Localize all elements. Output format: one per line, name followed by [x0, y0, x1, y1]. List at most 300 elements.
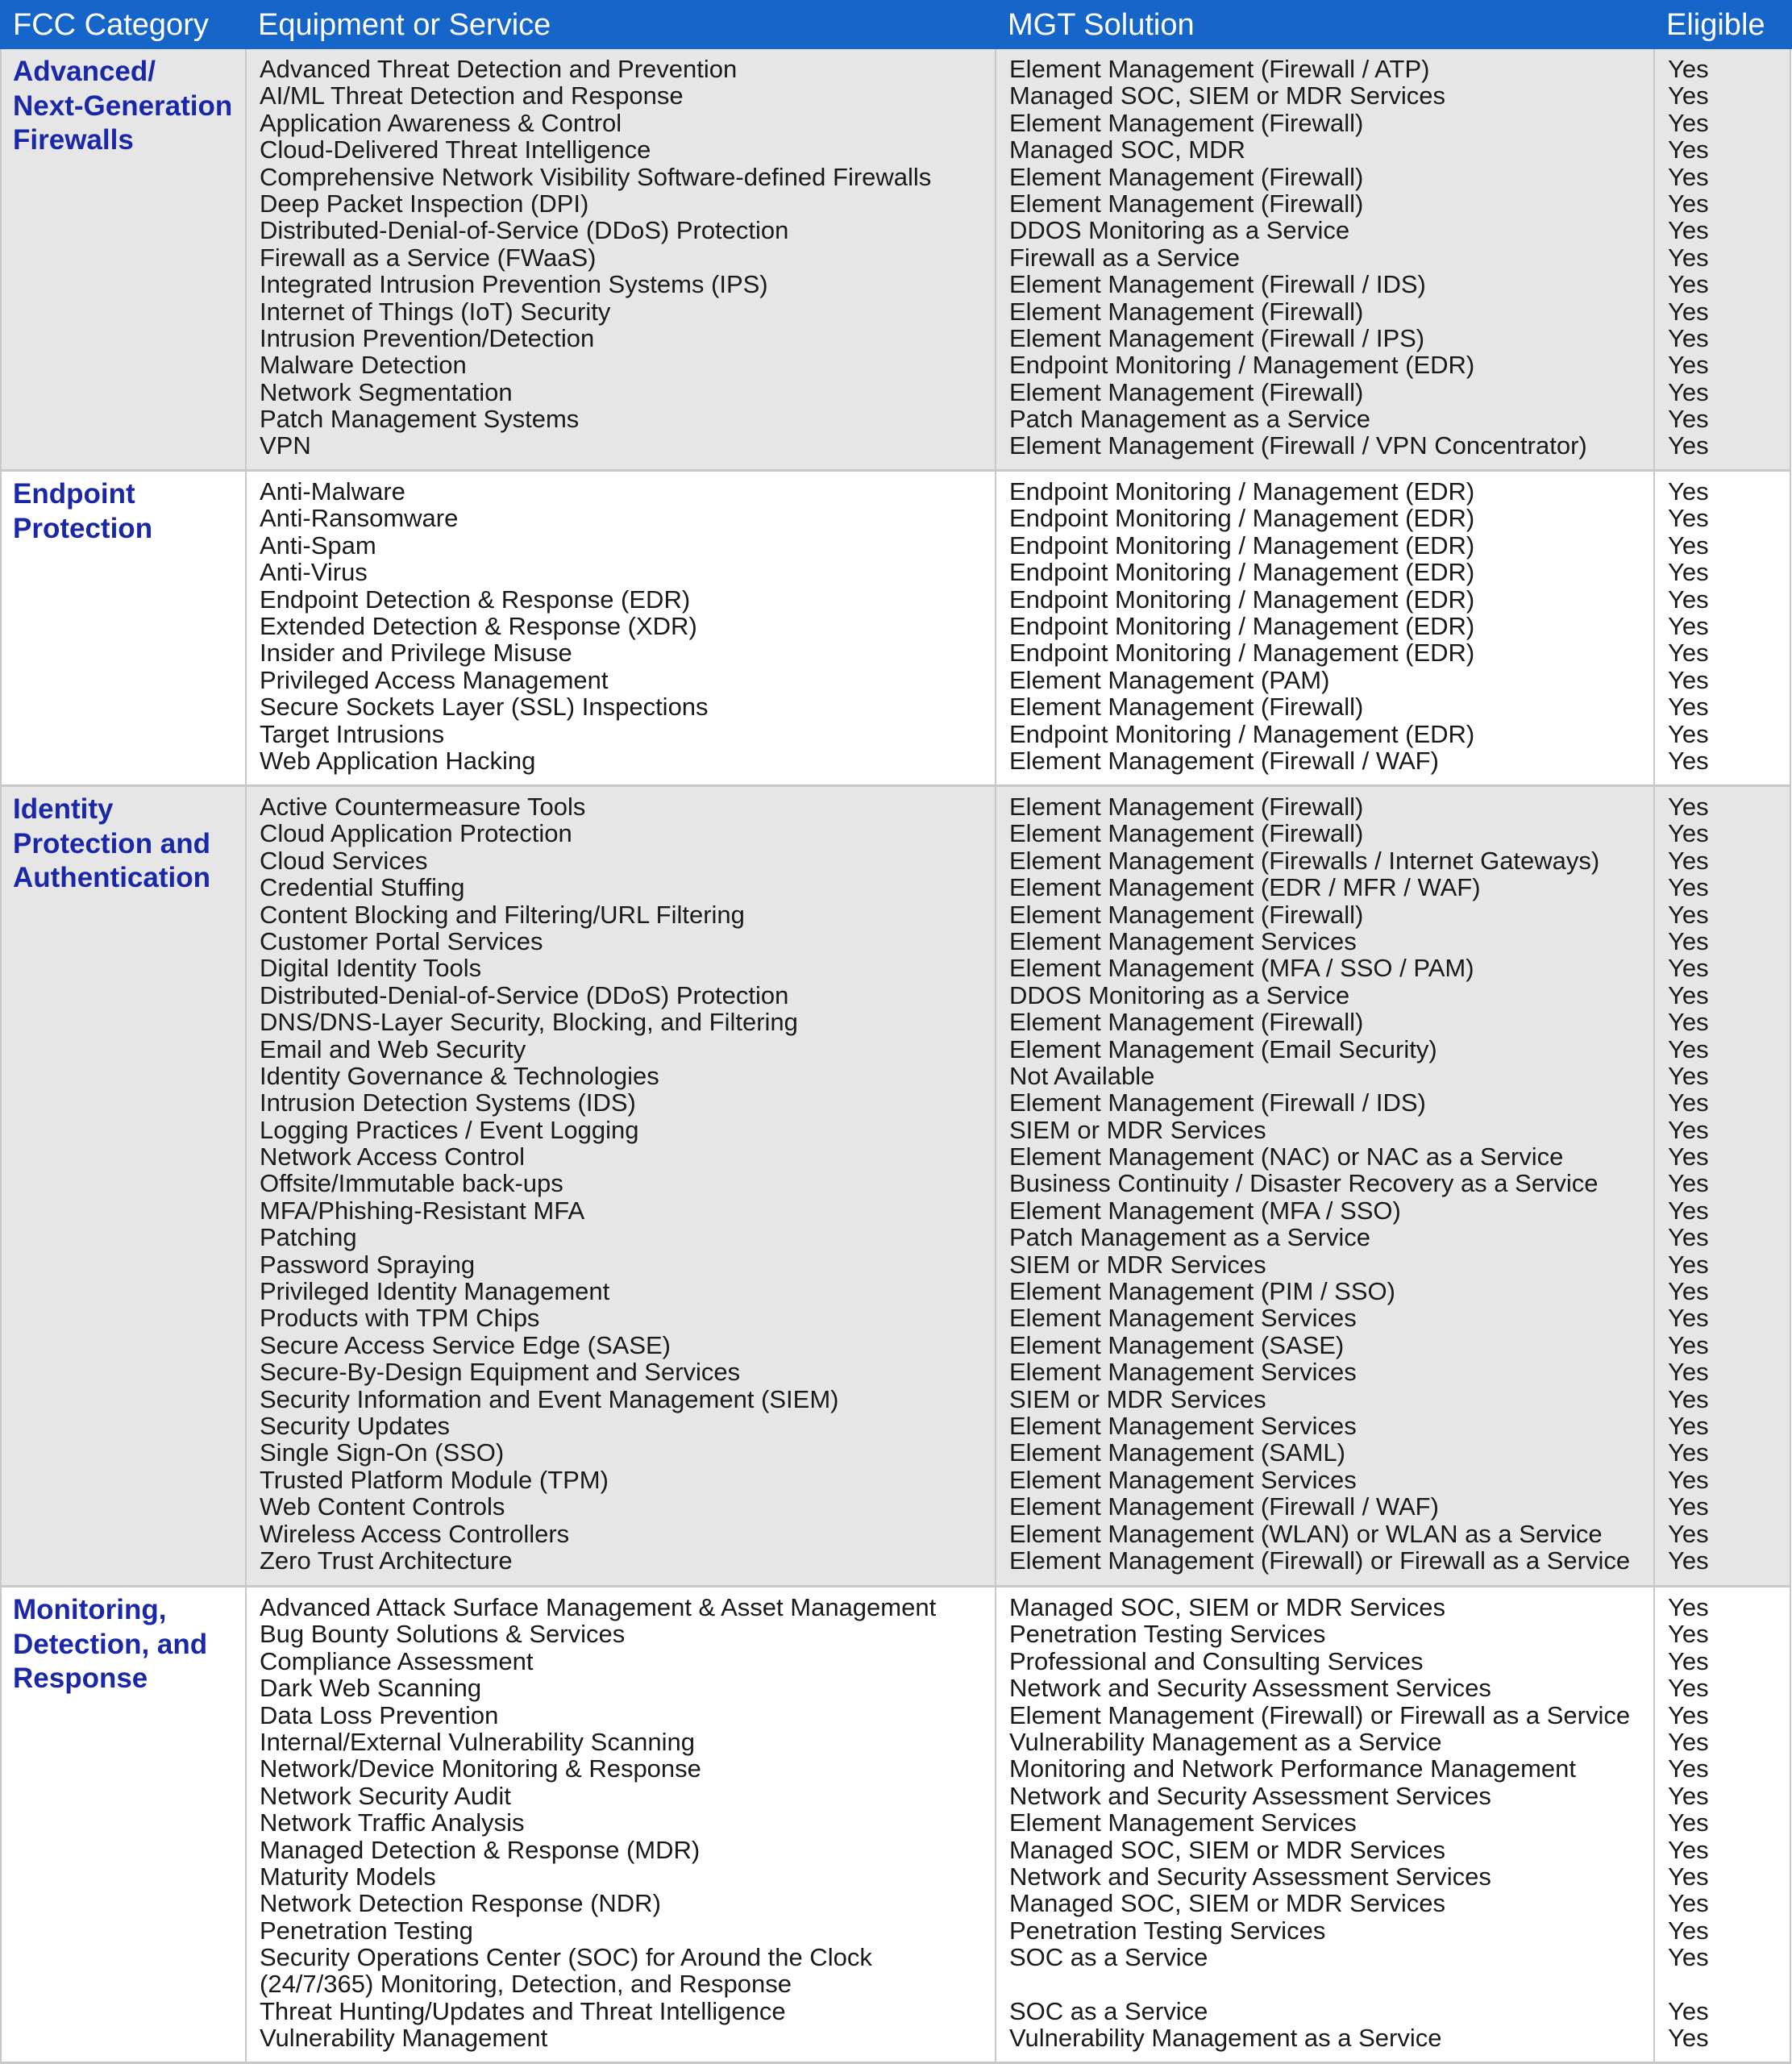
table-row — [2, 1755, 1790, 1782]
table-row — [2, 1386, 1790, 1413]
eligible-cell: Yes — [1668, 1996, 1709, 2025]
equipment-cell: Identity Governance & Technologies — [260, 1061, 659, 1090]
table-row — [2, 82, 1790, 109]
eligible-cell: Yes — [1668, 189, 1709, 218]
table-row — [2, 1009, 1790, 1035]
equipment-cell: Data Loss Prevention — [260, 1700, 499, 1729]
table-row — [2, 693, 1790, 720]
equipment-cell: Wireless Access Controllers — [260, 1519, 570, 1548]
equipment-cell: DNS/DNS-Layer Security, Blocking, and Filtering — [260, 1008, 798, 1037]
mgt-solution-cell: Managed SOC, SIEM or MDR Services — [1009, 1593, 1445, 1621]
eligible-cell: Yes — [1668, 270, 1709, 299]
equipment-cell: Application Awareness & Control — [260, 108, 622, 137]
equipment-cell: Trusted Platform Module (TPM) — [260, 1465, 609, 1494]
section-identity-protection-and-authentication — [0, 787, 1791, 1588]
equipment-cell: Password Spraying — [260, 1250, 476, 1279]
mgt-solution-cell: Vulnerability Management as a Service — [1009, 2024, 1442, 2053]
equipment-cell: Cloud Application Protection — [260, 819, 572, 848]
header-equipment-or-service: Equipment or Service — [258, 8, 551, 42]
mgt-solution-cell: SIEM or MDR Services — [1009, 1115, 1266, 1144]
mgt-solution-cell: Network and Security Assessment Services — [1009, 1674, 1491, 1703]
table-row — [2, 379, 1790, 406]
mgt-solution-cell: Managed SOC, MDR — [1009, 135, 1245, 164]
mgt-solution-cell: Managed SOC, SIEM or MDR Services — [1009, 1835, 1445, 1864]
category-label: Monitoring, Detection, and Response — [13, 1594, 208, 1694]
table-row — [2, 1729, 1790, 1755]
eligible-cell: Yes — [1668, 1492, 1709, 1521]
equipment-cell: Comprehensive Network Visibility Software-defined Firewalls — [260, 162, 932, 191]
section-rows — [2, 56, 1790, 460]
mgt-solution-cell: Element Management (Firewall) — [1009, 108, 1364, 137]
mgt-solution-cell: Endpoint Monitoring / Management (EDR) — [1009, 504, 1475, 533]
equipment-cell: Content Blocking and Filtering/URL Filtering — [260, 900, 745, 929]
equipment-cell: Dark Web Scanning — [260, 1674, 482, 1703]
equipment-cell: Products with TPM Chips — [260, 1304, 540, 1333]
table-row — [2, 1493, 1790, 1520]
equipment-cell: Web Content Controls — [260, 1492, 505, 1521]
mgt-solution-cell: Endpoint Monitoring / Management (EDR) — [1009, 351, 1475, 380]
table-row — [2, 747, 1790, 774]
eligible-cell: Yes — [1668, 1754, 1709, 1783]
equipment-cell: Patching — [260, 1223, 357, 1252]
category-label: Advanced/ Next-Generation Firewalls — [13, 56, 233, 156]
eligible-cell: Yes — [1668, 954, 1709, 983]
eligible-cell: Yes — [1668, 1620, 1709, 1649]
mgt-solution-cell: Patch Management as a Service — [1009, 1223, 1371, 1252]
equipment-cell: Anti-Spam — [260, 531, 376, 560]
equipment-cell: Privileged Access Management — [260, 665, 609, 694]
equipment-cell: Security Updates — [260, 1411, 451, 1440]
mgt-solution-cell: Element Management (WLAN) or WLAN as a Service — [1009, 1519, 1603, 1548]
eligible-cell: Yes — [1668, 1438, 1709, 1467]
mgt-solution-cell: SIEM or MDR Services — [1009, 1250, 1266, 1279]
mgt-solution-cell: Managed SOC, SIEM or MDR Services — [1009, 81, 1445, 110]
header-eligible: Eligible — [1666, 8, 1765, 42]
equipment-cell: Secure Access Service Edge (SASE) — [260, 1330, 671, 1359]
mgt-solution-cell: Element Management (Firewall) — [1009, 189, 1364, 218]
eligible-cell: Yes — [1668, 1835, 1709, 1864]
table-row — [2, 1332, 1790, 1359]
mgt-solution-cell: DDOS Monitoring as a Service — [1009, 980, 1350, 1009]
mgt-solution-cell: Element Management (Firewall / WAF) — [1009, 746, 1439, 775]
table-row — [2, 532, 1790, 559]
eligible-cell: Yes — [1668, 1277, 1709, 1306]
eligible-cell: Yes — [1668, 746, 1709, 775]
mgt-solution-cell: Element Management Services — [1009, 926, 1357, 955]
mgt-solution-cell: Element Management (Firewall) or Firewall as a Service — [1009, 1546, 1631, 1575]
equipment-cell: Maturity Models — [260, 1862, 436, 1891]
eligible-cell: Yes — [1668, 1061, 1709, 1090]
eligible-cell: Yes — [1668, 531, 1709, 560]
mgt-solution-cell: Endpoint Monitoring / Management (EDR) — [1009, 611, 1475, 640]
table-row — [2, 1305, 1790, 1331]
equipment-cell: Extended Detection & Response (XDR) — [260, 611, 697, 640]
table-row — [2, 586, 1790, 613]
table-row — [2, 190, 1790, 217]
table-row — [2, 1547, 1790, 1574]
eligible-cell: Yes — [1668, 926, 1709, 955]
mgt-solution-cell: Penetration Testing Services — [1009, 1916, 1326, 1945]
mgt-solution-cell: Element Management Services — [1009, 1358, 1357, 1387]
table-row — [2, 793, 1790, 820]
mgt-solution-cell: Element Management (Firewall) — [1009, 793, 1364, 821]
eligible-cell: Yes — [1668, 1223, 1709, 1252]
equipment-cell: Distributed-Denial-of-Service (DDoS) Protection — [260, 980, 789, 1009]
table-row — [2, 1675, 1790, 1701]
table-row — [2, 1439, 1790, 1466]
table-row — [2, 559, 1790, 585]
equipment-cell: Target Intrusions — [260, 719, 445, 748]
eligible-cell: Yes — [1668, 719, 1709, 748]
mgt-solution-cell: Endpoint Monitoring / Management (EDR) — [1009, 531, 1475, 560]
table-row — [2, 1170, 1790, 1196]
eligible-cell: Yes — [1668, 55, 1709, 83]
eligible-cell: Yes — [1668, 1142, 1709, 1171]
eligible-cell: Yes — [1668, 323, 1709, 352]
table-row — [2, 1890, 1790, 1916]
mgt-solution-cell: Element Management (Firewall / IDS) — [1009, 270, 1426, 299]
equipment-cell: Secure Sockets Layer (SSL) Inspections — [260, 693, 709, 722]
table-row — [2, 1278, 1790, 1305]
eligible-cell: Yes — [1668, 162, 1709, 191]
eligible-cell: Yes — [1668, 1034, 1709, 1063]
mgt-solution-cell: Firewall as a Service — [1009, 243, 1240, 272]
mgt-solution-cell: Element Management (Firewall / VPN Concentrator) — [1009, 431, 1587, 460]
eligible-cell: Yes — [1668, 980, 1709, 1009]
eligible-cell: Yes — [1668, 665, 1709, 694]
equipment-cell: Firewall as a Service (FWaaS) — [260, 243, 597, 272]
mgt-solution-cell: Element Management (Firewall / ATP) — [1009, 55, 1430, 83]
eligible-cell: Yes — [1668, 1330, 1709, 1359]
table-row — [2, 406, 1790, 432]
section-rows — [2, 478, 1790, 774]
table-row — [2, 1521, 1790, 1547]
table-row — [2, 1917, 1790, 1944]
table-row — [2, 1359, 1790, 1385]
table-row — [2, 505, 1790, 531]
equipment-cell: Network Access Control — [260, 1142, 526, 1171]
table-row — [2, 1783, 1790, 1809]
table-row — [2, 164, 1790, 190]
eligible-cell: Yes — [1668, 639, 1709, 668]
equipment-cell: Endpoint Detection & Response (EDR) — [260, 585, 691, 614]
table-row — [2, 874, 1790, 901]
mgt-solution-cell: Element Management Services — [1009, 1808, 1357, 1837]
eligible-cell: Yes — [1668, 1250, 1709, 1279]
table-row — [2, 244, 1790, 271]
mgt-solution-cell: SOC as a Service — [1009, 1943, 1208, 1972]
table-row — [2, 1197, 1790, 1224]
mgt-solution-cell: Element Management (PAM) — [1009, 665, 1330, 694]
equipment-cell: Network Traffic Analysis — [260, 1808, 525, 1837]
equipment-cell: Bug Bounty Solutions & Services — [260, 1620, 626, 1649]
equipment-cell: Anti-Ransomware — [260, 504, 459, 533]
equipment-cell: Customer Portal Services — [260, 926, 543, 955]
table-row — [2, 1998, 1790, 2024]
equipment-cell: Intrusion Detection Systems (IDS) — [260, 1088, 636, 1117]
section-advanced-next-generation-firewalls — [0, 49, 1791, 472]
table-row — [2, 217, 1790, 243]
eligible-cell: Yes — [1668, 1593, 1709, 1621]
table-row — [2, 352, 1790, 378]
equipment-cell: Internal/External Vulnerability Scanning — [260, 1727, 695, 1756]
eligible-cell: Yes — [1668, 405, 1709, 434]
equipment-cell: Anti-Malware — [260, 477, 405, 506]
mgt-solution-cell: Element Management (SASE) — [1009, 1330, 1345, 1359]
table-row — [2, 1224, 1790, 1250]
table-row — [2, 136, 1790, 163]
header-mgt-solution: MGT Solution — [1008, 8, 1195, 42]
eligible-cell: Yes — [1668, 1169, 1709, 1198]
eligible-cell: Yes — [1668, 81, 1709, 110]
equipment-cell: Distributed-Denial-of-Service (DDoS) Protection — [260, 216, 789, 245]
eligible-cell: Yes — [1668, 1943, 1709, 1972]
eligible-cell: Yes — [1668, 1519, 1709, 1548]
table-row — [2, 1251, 1790, 1278]
section-rows — [2, 1594, 1790, 2052]
table-row — [2, 820, 1790, 847]
table-row — [2, 2024, 1790, 2051]
equipment-cell: Patch Management Systems — [260, 405, 580, 434]
equipment-cell: Security Operations Center (SOC) for Around the Clock (24/7/365) Monitoring, Detection, and Response — [260, 1943, 872, 1999]
eligible-cell: Yes — [1668, 1781, 1709, 1810]
equipment-cell: Security Information and Event Management (SIEM) — [260, 1384, 839, 1413]
mgt-solution-cell: Element Management (SAML) — [1009, 1438, 1345, 1467]
mgt-solution-cell: Element Management (Firewall) — [1009, 297, 1364, 326]
table-row — [2, 110, 1790, 136]
mgt-solution-cell: Element Management (Firewall / IDS) — [1009, 1088, 1426, 1117]
eligible-cell: Yes — [1668, 611, 1709, 640]
mgt-solution-cell: Patch Management as a Service — [1009, 405, 1371, 434]
equipment-cell: Offsite/Immutable back-ups — [260, 1169, 563, 1198]
eligible-cell: Yes — [1668, 819, 1709, 848]
table-row — [2, 1863, 1790, 1890]
table-row — [2, 928, 1790, 955]
mgt-solution-cell: Professional and Consulting Services — [1009, 1646, 1424, 1675]
equipment-cell: Zero Trust Architecture — [260, 1546, 513, 1575]
table-row — [2, 432, 1790, 459]
header-fcc-category: FCC Category — [13, 8, 209, 42]
mgt-solution-cell: Element Management (Firewall) — [1009, 162, 1364, 191]
equipment-cell: Intrusion Prevention/Detection — [260, 323, 595, 352]
table-row — [2, 1621, 1790, 1647]
section-rows — [2, 793, 1790, 1574]
mgt-solution-cell: Not Available — [1009, 1061, 1155, 1090]
category-label: Identity Protection and Authentication — [13, 793, 211, 893]
eligible-cell: Yes — [1668, 1088, 1709, 1117]
table-row — [2, 955, 1790, 981]
mgt-solution-cell: Element Management Services — [1009, 1304, 1357, 1333]
table-row — [2, 1143, 1790, 1170]
eligible-cell: Yes — [1668, 1674, 1709, 1703]
table-header — [0, 0, 1792, 49]
table-row — [2, 298, 1790, 325]
table-row — [2, 639, 1790, 666]
equipment-cell: Vulnerability Management — [260, 2024, 548, 2053]
eligible-cell: Yes — [1668, 504, 1709, 533]
mgt-solution-cell: Managed SOC, SIEM or MDR Services — [1009, 1889, 1445, 1918]
eligible-cell: Yes — [1668, 1808, 1709, 1837]
equipment-cell: Network Detection Response (NDR) — [260, 1889, 661, 1918]
table-row — [2, 1467, 1790, 1493]
mgt-solution-cell: Element Management (Firewall) — [1009, 693, 1364, 722]
mgt-solution-cell: Element Management Services — [1009, 1411, 1357, 1440]
equipment-cell: Malware Detection — [260, 351, 467, 380]
equipment-cell: Secure-By-Design Equipment and Services — [260, 1358, 741, 1387]
equipment-cell: Single Sign-On (SSO) — [260, 1438, 505, 1467]
mgt-solution-cell: Endpoint Monitoring / Management (EDR) — [1009, 719, 1475, 748]
table-row — [2, 478, 1790, 505]
table-row — [2, 1413, 1790, 1439]
mgt-solution-cell: Network and Security Assessment Services — [1009, 1862, 1491, 1891]
mgt-solution-cell: Endpoint Monitoring / Management (EDR) — [1009, 477, 1475, 506]
eligible-cell: Yes — [1668, 1384, 1709, 1413]
eligible-cell: Yes — [1668, 1196, 1709, 1225]
equipment-cell: Compliance Assessment — [260, 1646, 534, 1675]
eligible-cell: Yes — [1668, 243, 1709, 272]
eligible-cell: Yes — [1668, 1115, 1709, 1144]
mgt-solution-cell: DDOS Monitoring as a Service — [1009, 216, 1350, 245]
eligible-cell: Yes — [1668, 431, 1709, 460]
mgt-solution-cell: Element Management (Firewall) — [1009, 1008, 1364, 1037]
table-row — [2, 1089, 1790, 1116]
mgt-solution-cell: Element Management (NAC) or NAC as a Service — [1009, 1142, 1564, 1171]
mgt-solution-cell: Penetration Testing Services — [1009, 1620, 1326, 1649]
table-row — [2, 271, 1790, 298]
equipment-cell: Email and Web Security — [260, 1034, 526, 1063]
mgt-solution-cell: Element Management (EDR / MFR / WAF) — [1009, 873, 1481, 902]
table-row — [2, 613, 1790, 639]
eligible-cell: Yes — [1668, 135, 1709, 164]
mgt-solution-cell: Monitoring and Network Performance Management — [1009, 1754, 1577, 1783]
section-monitoring-detection-and-response — [0, 1588, 1791, 2064]
table-row — [2, 1837, 1790, 1863]
table-row — [2, 667, 1790, 693]
eligible-cell: Yes — [1668, 1358, 1709, 1387]
mgt-solution-cell: Element Management Services — [1009, 1465, 1357, 1494]
table-row — [2, 721, 1790, 747]
equipment-cell: Internet of Things (IoT) Security — [260, 297, 611, 326]
eligible-cell: Yes — [1668, 585, 1709, 614]
table-row — [2, 1594, 1790, 1621]
eligible-cell: Yes — [1668, 477, 1709, 506]
equipment-cell: Digital Identity Tools — [260, 954, 482, 983]
eligible-cell: Yes — [1668, 216, 1709, 245]
mgt-solution-cell: SOC as a Service — [1009, 1996, 1208, 2025]
eligible-cell: Yes — [1668, 900, 1709, 929]
eligible-cell: Yes — [1668, 558, 1709, 587]
mgt-solution-cell: Element Management (Firewall) — [1009, 900, 1364, 929]
equipment-cell: AI/ML Threat Detection and Response — [260, 81, 684, 110]
table-row — [2, 1036, 1790, 1063]
mgt-solution-cell: Element Management (Firewall) or Firewall as a Service — [1009, 1700, 1631, 1729]
table-row — [2, 1063, 1790, 1089]
eligible-cell: Yes — [1668, 1646, 1709, 1675]
equipment-cell: Network Segmentation — [260, 377, 513, 406]
equipment-cell: Managed Detection & Response (MDR) — [260, 1835, 701, 1864]
equipment-cell: Logging Practices / Event Logging — [260, 1115, 639, 1144]
mgt-solution-cell: Business Continuity / Disaster Recovery as a Service — [1009, 1169, 1599, 1198]
eligible-cell: Yes — [1668, 1465, 1709, 1494]
mgt-solution-cell: Element Management (Firewall / WAF) — [1009, 1492, 1439, 1521]
mgt-solution-cell: Endpoint Monitoring / Management (EDR) — [1009, 558, 1475, 587]
eligible-cell: Yes — [1668, 1304, 1709, 1333]
eligible-cell: Yes — [1668, 1916, 1709, 1945]
equipment-cell: Network Security Audit — [260, 1781, 511, 1810]
equipment-cell: Integrated Intrusion Prevention Systems (IPS) — [260, 270, 768, 299]
eligible-cell: Yes — [1668, 1727, 1709, 1756]
eligible-cell: Yes — [1668, 1546, 1709, 1575]
mgt-solution-cell: Endpoint Monitoring / Management (EDR) — [1009, 585, 1475, 614]
mgt-solution-cell: SIEM or MDR Services — [1009, 1384, 1266, 1413]
equipment-cell: Threat Hunting/Updates and Threat Intelligence — [260, 1996, 786, 2025]
table-row — [2, 1117, 1790, 1143]
equipment-cell: Network/Device Monitoring & Response — [260, 1754, 701, 1783]
mgt-solution-cell: Network and Security Assessment Services — [1009, 1781, 1491, 1810]
equipment-cell: Advanced Threat Detection and Prevention — [260, 55, 738, 83]
eligible-cell: Yes — [1668, 297, 1709, 326]
eligible-cell: Yes — [1668, 693, 1709, 722]
equipment-cell: Web Application Hacking — [260, 746, 536, 775]
table-row — [2, 56, 1790, 82]
eligible-cell: Yes — [1668, 846, 1709, 875]
mgt-solution-cell: Vulnerability Management as a Service — [1009, 1727, 1442, 1756]
equipment-cell: Active Countermeasure Tools — [260, 793, 586, 821]
equipment-cell: Penetration Testing — [260, 1916, 473, 1945]
table-row — [2, 901, 1790, 928]
equipment-cell: VPN — [260, 431, 311, 460]
equipment-cell: Advanced Attack Surface Management & Asset Management — [260, 1593, 937, 1621]
eligible-cell: Yes — [1668, 1862, 1709, 1891]
mgt-solution-cell: Element Management (Firewalls / Internet Gateways) — [1009, 846, 1600, 875]
equipment-cell: Deep Packet Inspection (DPI) — [260, 189, 589, 218]
mgt-solution-cell: Element Management (PIM / SSO) — [1009, 1277, 1395, 1306]
table-row — [2, 1648, 1790, 1675]
mgt-solution-cell: Element Management (Firewall / IPS) — [1009, 323, 1425, 352]
eligible-cell: Yes — [1668, 351, 1709, 380]
eligible-cell: Yes — [1668, 1889, 1709, 1918]
eligible-cell: Yes — [1668, 793, 1709, 821]
eligible-cell: Yes — [1668, 1411, 1709, 1440]
eligible-cell: Yes — [1668, 108, 1709, 137]
equipment-cell: Insider and Privilege Misuse — [260, 639, 572, 668]
section-endpoint-protection — [0, 472, 1791, 787]
mgt-solution-cell: Element Management (Email Security) — [1009, 1034, 1437, 1063]
table-row — [2, 1702, 1790, 1729]
mgt-solution-cell: Element Management (MFA / SSO / PAM) — [1009, 954, 1474, 983]
table-row — [2, 325, 1790, 352]
equipment-cell: Cloud Services — [260, 846, 428, 875]
table-row — [2, 1809, 1790, 1836]
mgt-solution-cell: Element Management (Firewall) — [1009, 819, 1364, 848]
eligible-cell: Yes — [1668, 377, 1709, 406]
equipment-cell: Anti-Virus — [260, 558, 368, 587]
eligible-cell: Yes — [1668, 1700, 1709, 1729]
mgt-solution-cell: Endpoint Monitoring / Management (EDR) — [1009, 639, 1475, 668]
table-row — [2, 847, 1790, 874]
table-row — [2, 1944, 1790, 1998]
equipment-cell: Credential Stuffing — [260, 873, 465, 902]
equipment-cell: MFA/Phishing-Resistant MFA — [260, 1196, 585, 1225]
table-row — [2, 982, 1790, 1009]
mgt-solution-cell: Element Management (MFA / SSO) — [1009, 1196, 1401, 1225]
mgt-solution-cell: Element Management (Firewall) — [1009, 377, 1364, 406]
category-label: Endpoint Protection — [13, 478, 153, 544]
equipment-cell: Cloud-Delivered Threat Intelligence — [260, 135, 651, 164]
eligible-cell: Yes — [1668, 1008, 1709, 1037]
equipment-cell: Privileged Identity Management — [260, 1277, 610, 1306]
eligible-cell: Yes — [1668, 2024, 1709, 2053]
